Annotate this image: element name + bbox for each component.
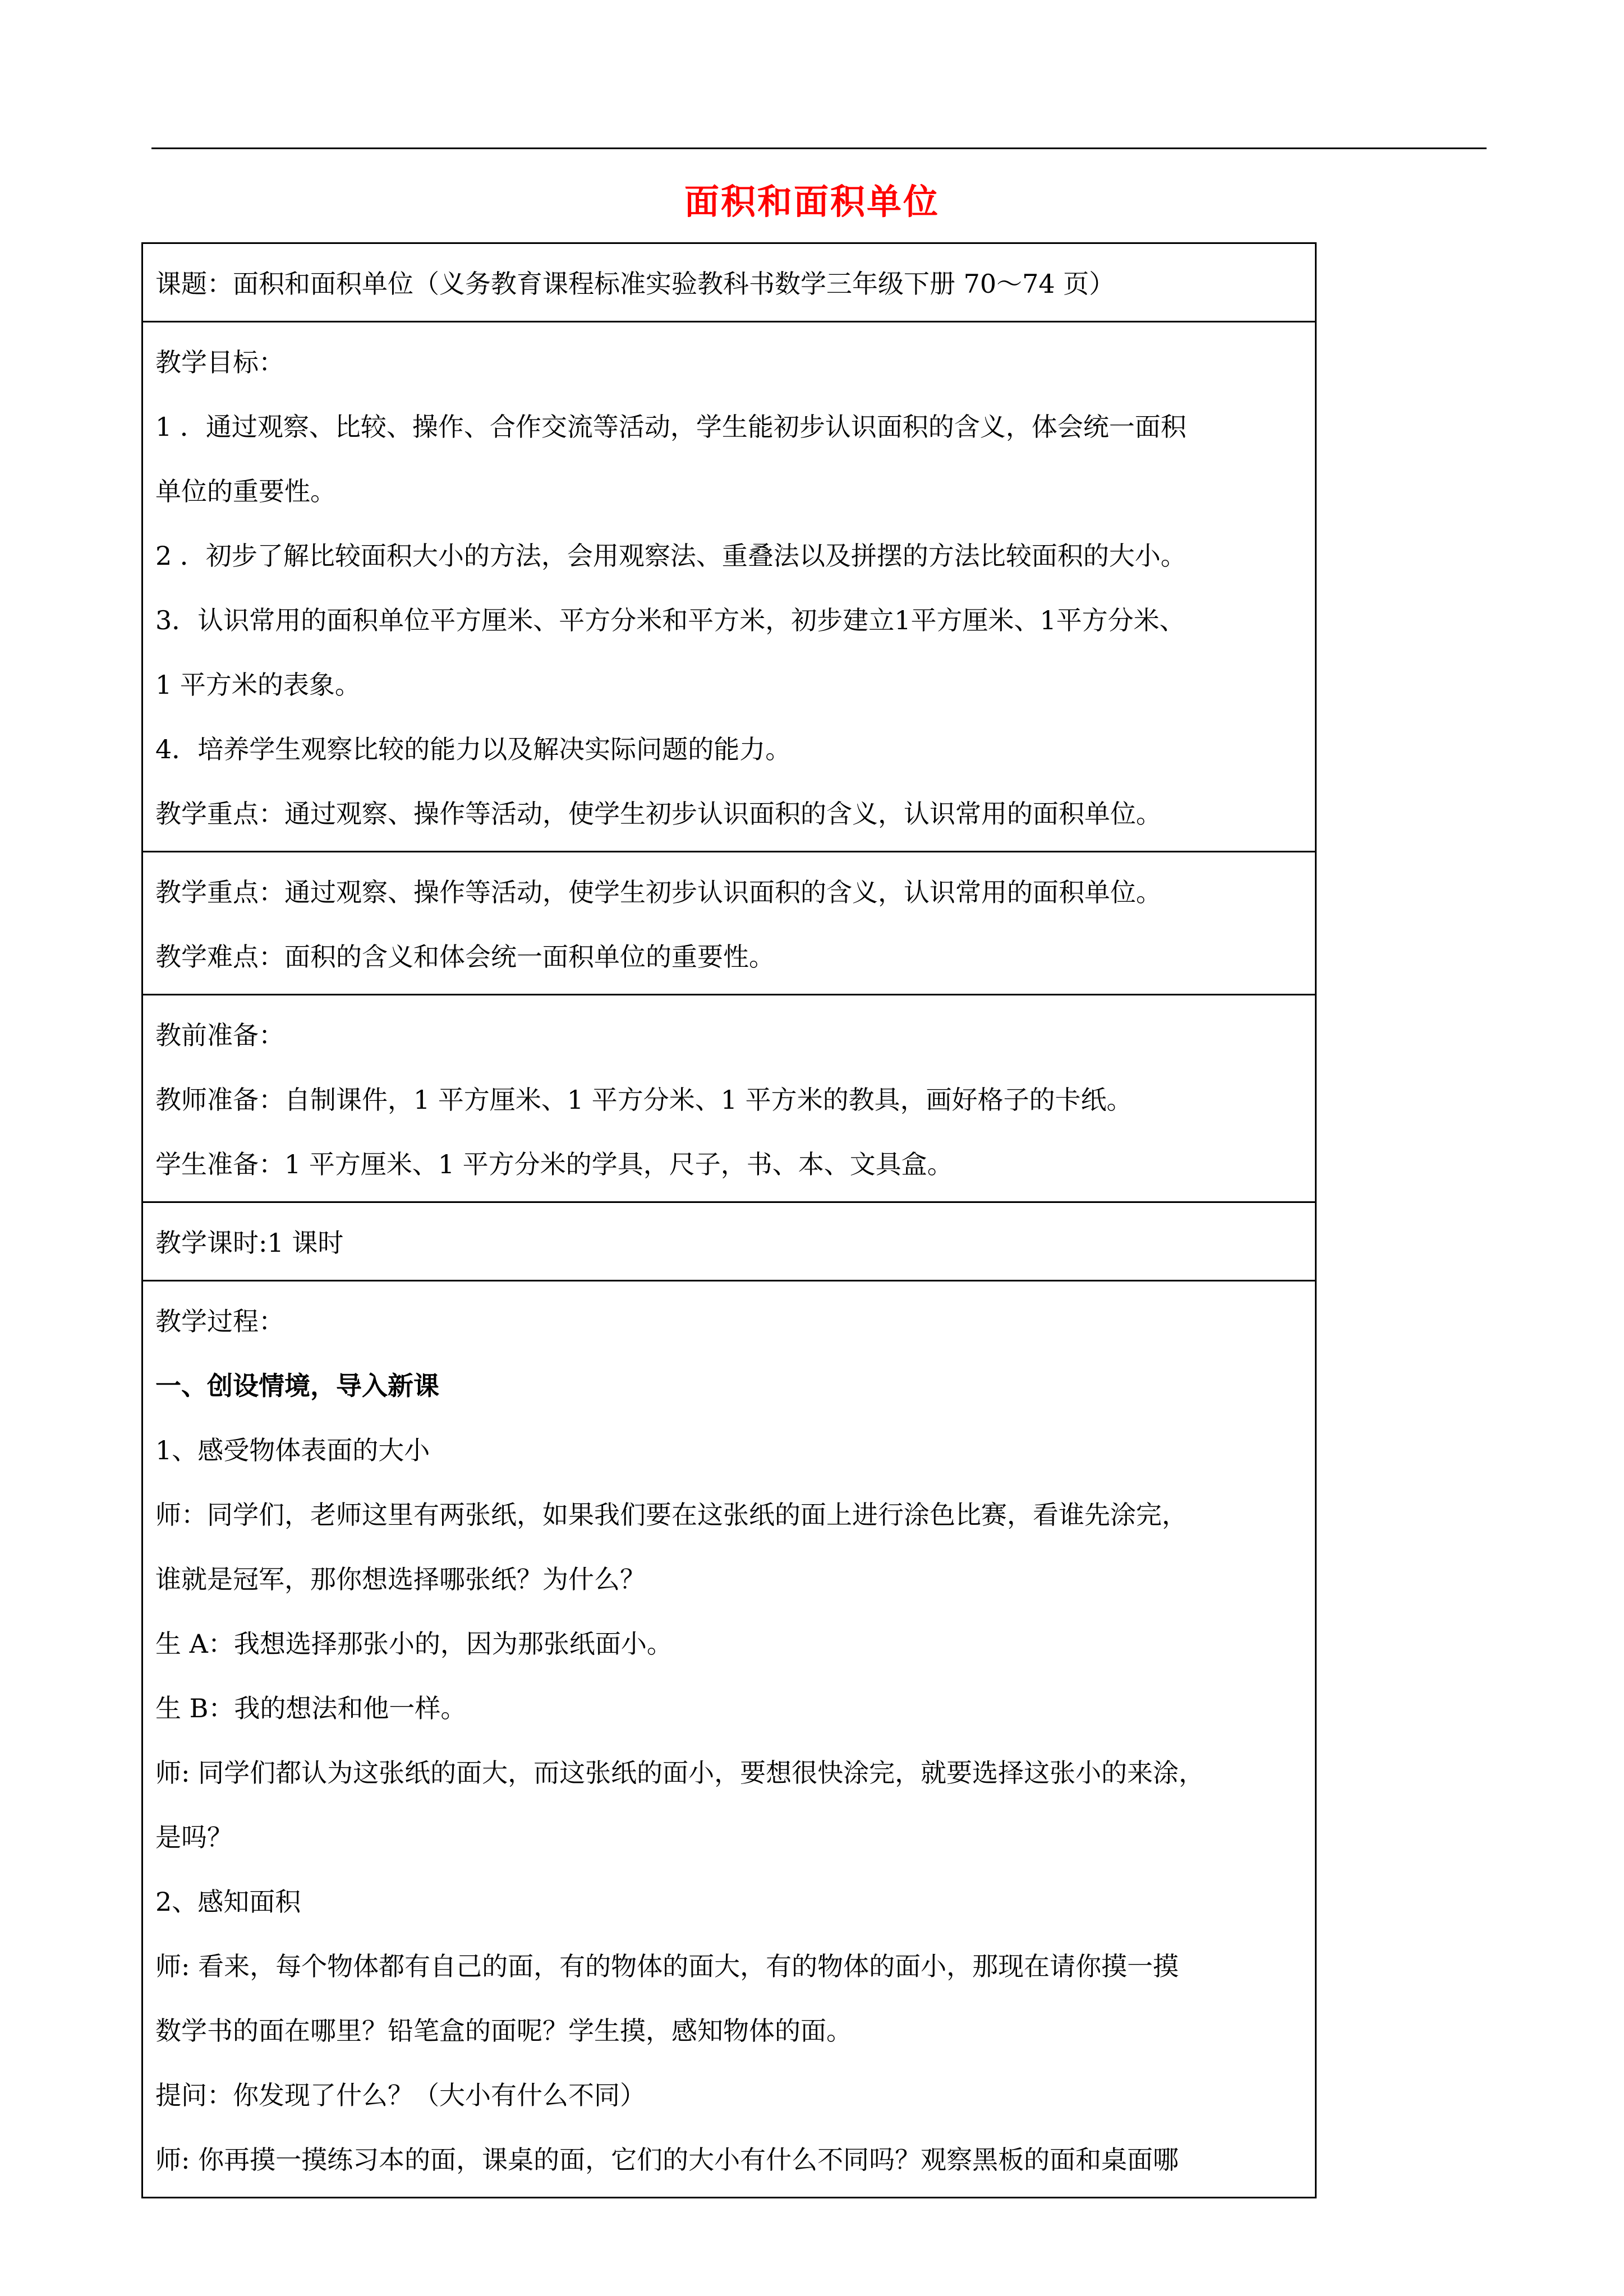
process-line: 提问：你发现了什么？（大小有什么不同） [155, 2080, 646, 2110]
process-heading: 教学过程： [155, 1306, 284, 1336]
objective-line: 单位的重要性。 [155, 476, 336, 506]
class-hours-text: 教学课时:1 课时 [155, 1228, 344, 1258]
process-line: 师：同学们，老师这里有两张纸，如果我们要在这张纸的面上进行涂色比赛，看谁先涂完， [155, 1500, 1188, 1530]
topic-text: 课题：面积和面积单位（义务教育课程标准实验教科书数学三年级下册 70～74 页） [155, 269, 1115, 299]
process-line: 生 B：我的想法和他一样。 [155, 1693, 467, 1723]
process-line: 数学书的面在哪里？铅笔盒的面呢？学生摸，感知物体的面。 [155, 2016, 852, 2046]
process-line: 2、感知面积 [155, 1887, 301, 1917]
objectives-heading: 教学目标： [155, 347, 284, 377]
process-row [142, 1281, 1316, 2198]
difficulty-text: 教学难点：面积的含义和体会统一面积单位的重要性。 [155, 942, 775, 972]
topic-cell [142, 243, 1316, 322]
topic-row [142, 243, 1316, 322]
objective-line: 教学重点：通过观察、操作等活动，使学生初步认识面积的含义，认识常用的面积单位。 [155, 799, 1162, 829]
header-rule [151, 147, 1487, 149]
key-point-text: 教学重点：通过观察、操作等活动，使学生初步认识面积的含义，认识常用的面积单位。 [155, 877, 1162, 907]
section-heading: 一、创设情境，导入新课 [155, 1371, 439, 1401]
objectives-cell [142, 322, 1316, 852]
process-line: 1、感受物体表面的大小 [155, 1435, 430, 1465]
objectives-row [142, 322, 1316, 852]
objective-line: 3．认识常用的面积单位平方厘米、平方分米和平方米，初步建立1平方厘米、1平方分米、 [155, 605, 1185, 635]
keypoints-row [142, 852, 1316, 995]
process-line: 谁就是冠军，那你想选择哪张纸？为什么？ [155, 1564, 646, 1594]
process-line: 生 A：我想选择那张小的，因为那张纸面小。 [155, 1629, 673, 1659]
process-line: 师: 你再摸一摸练习本的面，课桌的面，它们的大小有什么不同吗？观察黑板的面和桌面哪 [155, 2145, 1179, 2175]
keypoints-cell [142, 852, 1316, 995]
class-hours-cell [142, 1202, 1316, 1281]
process-line: 是吗？ [155, 1822, 233, 1852]
objective-line: 2 ．初步了解比较面积大小的方法，会用观察法、重叠法以及拼摆的方法比较面积的大小。 [155, 541, 1186, 571]
class-hours-row [142, 1202, 1316, 1281]
student-preparation: 学生准备：1 平方厘米、1 平方分米的学具，尺子，书、本、文具盒。 [155, 1149, 953, 1179]
objective-line: 1 平方米的表象。 [155, 670, 361, 700]
objective-line: 1 ．通过观察、比较、操作、合作交流等活动，学生能初步认识面积的含义，体会统一面积 [155, 412, 1186, 442]
process-cell [142, 1281, 1316, 2198]
lesson-plan-table [141, 242, 1317, 2198]
preparation-row [142, 995, 1316, 1202]
page-title: 面积和面积单位 [684, 181, 940, 222]
preparation-cell [142, 995, 1316, 1202]
process-line: 师: 看来，每个物体都有自己的面，有的物体的面大，有的物体的面小，那现在请你摸一摸 [155, 1951, 1179, 1981]
process-line: 师: 同学们都认为这张纸的面大，而这张纸的面小，要想很快涂完，就要选择这张小的来涂， [155, 1758, 1205, 1788]
preparation-heading: 教前准备： [155, 1020, 284, 1050]
teacher-preparation: 教师准备：自制课件，1 平方厘米、1 平方分米、1 平方米的教具，画好格子的卡纸。 [155, 1085, 1133, 1115]
objective-line: 4．培养学生观察比较的能力以及解决实际问题的能力。 [155, 734, 792, 764]
